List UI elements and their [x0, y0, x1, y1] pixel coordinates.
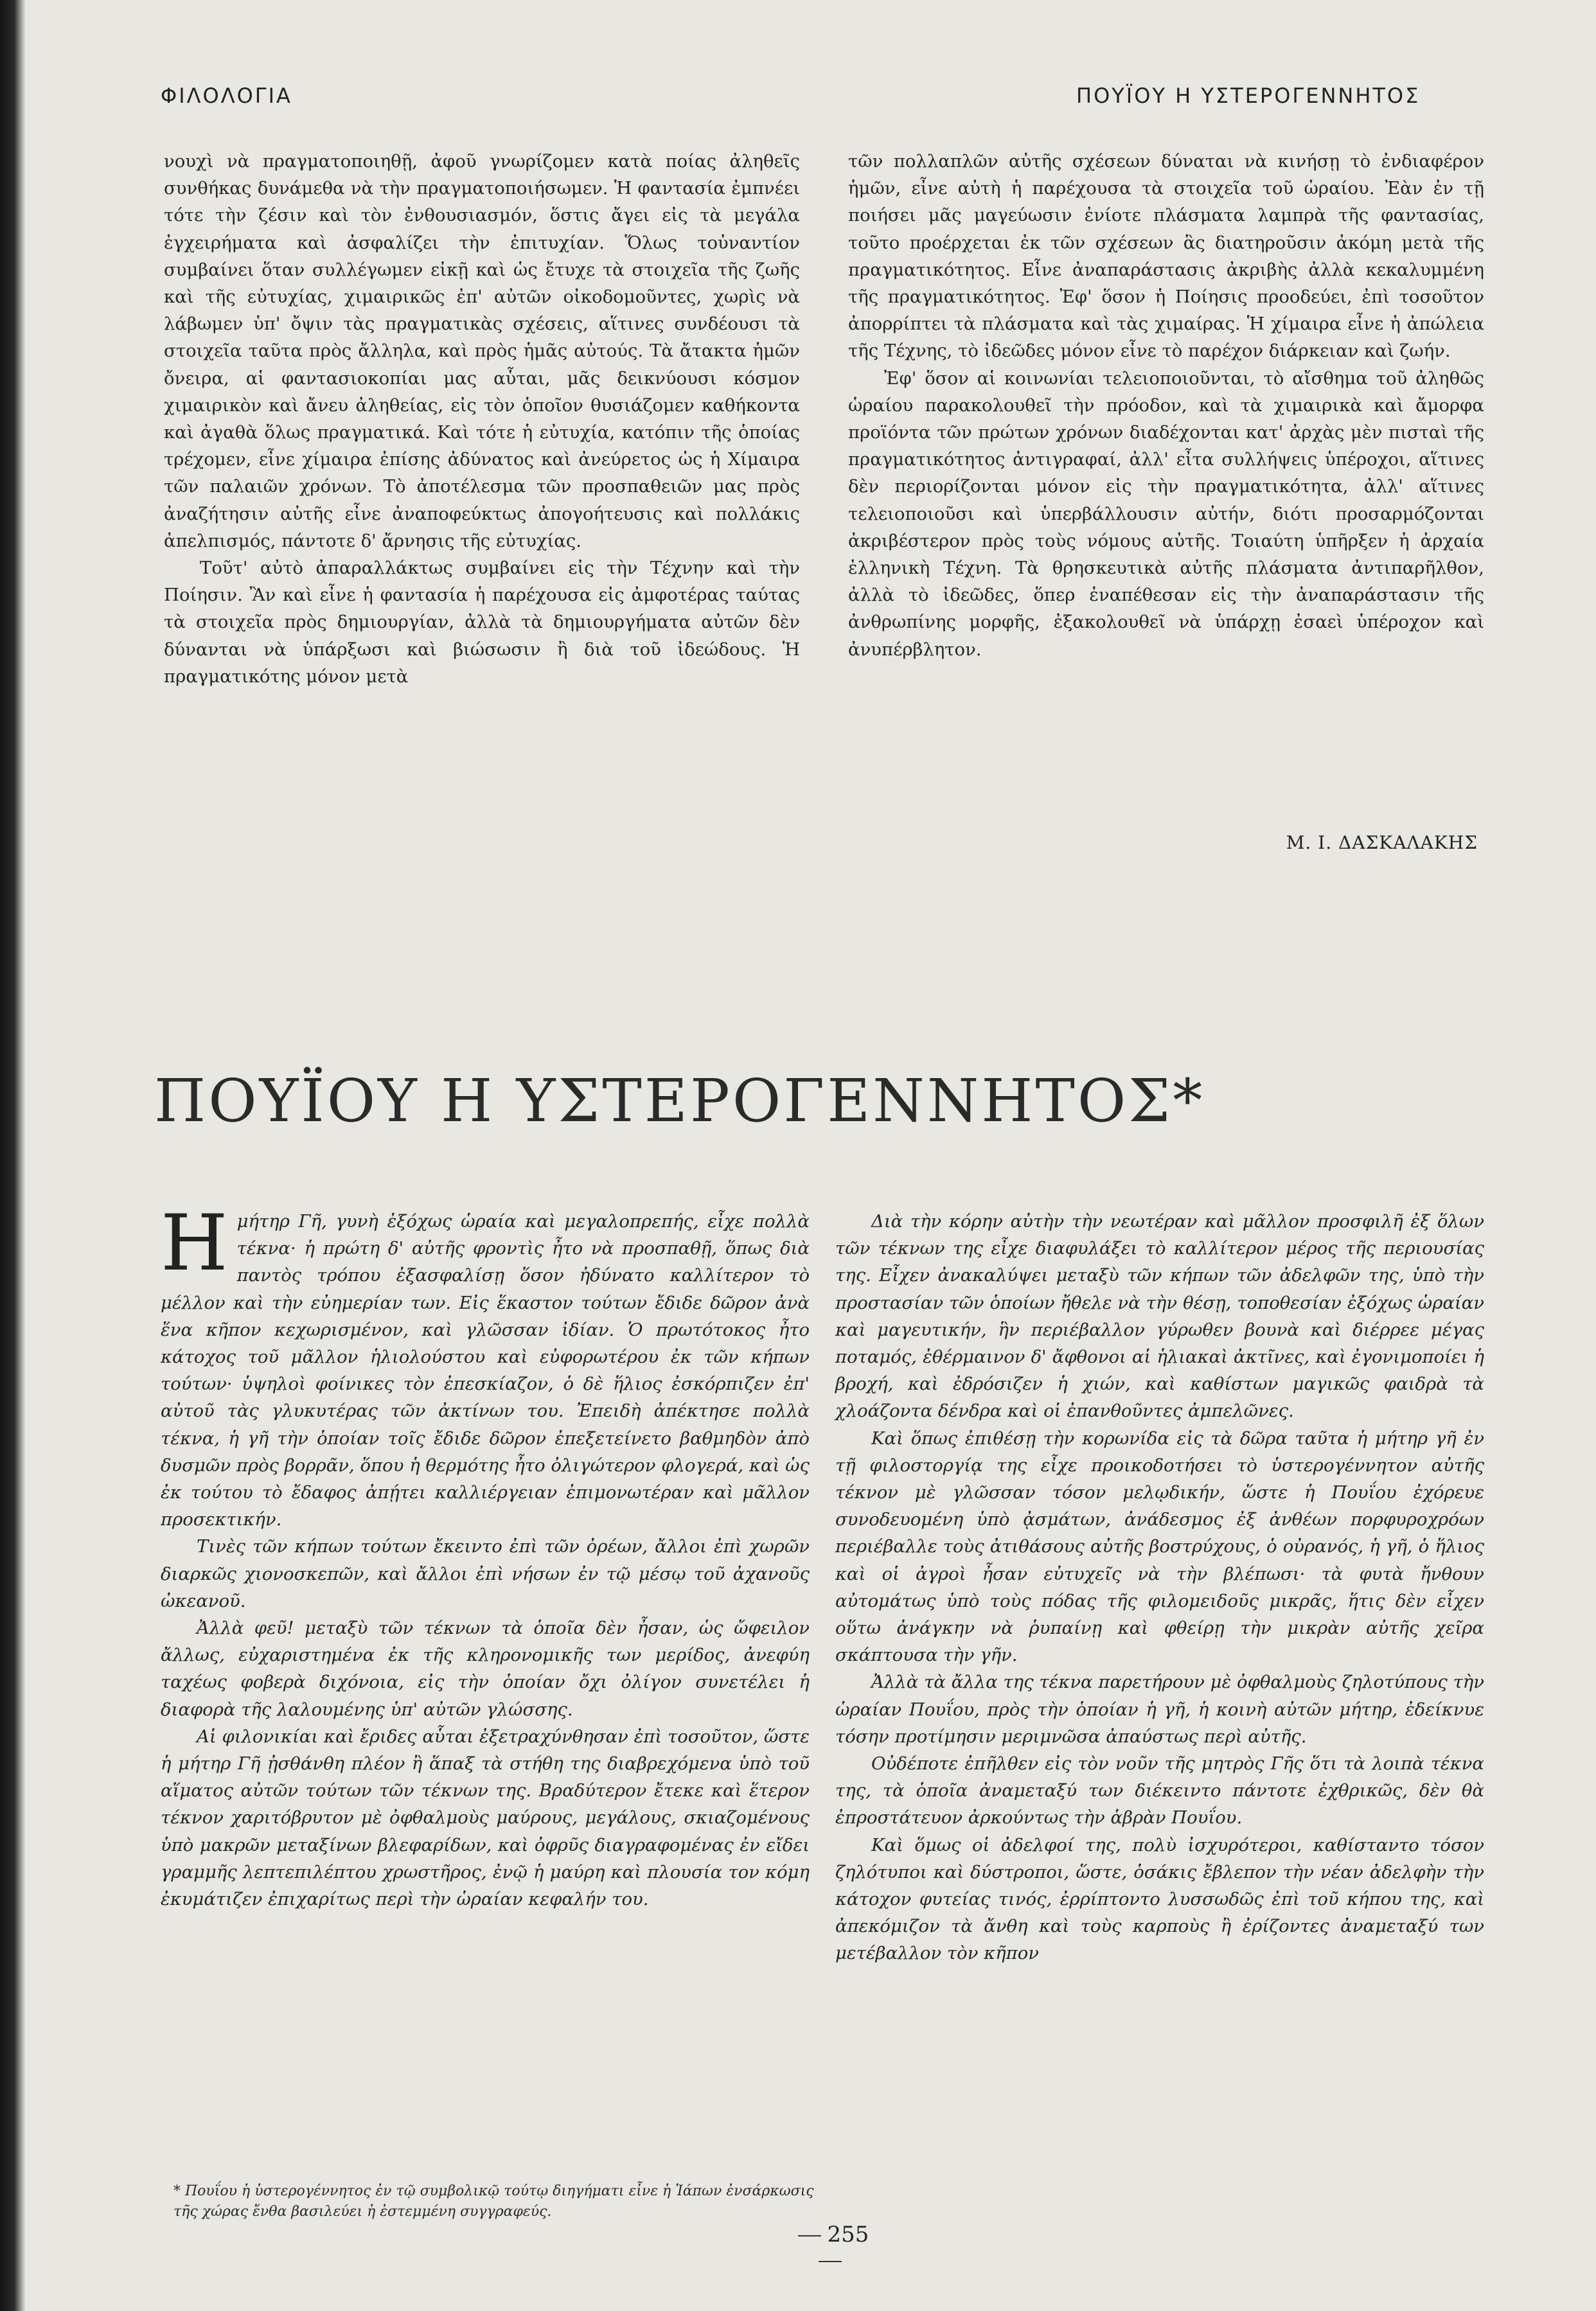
story-paragraph: Διὰ τὴν κόρην αὐτὴν τὴν νεωτέραν καὶ μᾶλλον προσφιλῆ ἐξ ὅλων τῶν τέκνων της εἶχε διαφυλάξει τὸ καλλίτερον μέρος τῆς περιουσίας της. Εἶχεν ἀνακαλύψει μεταξὺ τῶν κήπων τῶν ἀδελφῶν της, ὑπὸ τὴν προστασίαν τῶν ὁποίων ἤθελε νὰ τὴν θέσῃ, τοποθεσίαν ἐξόχως ὡραίαν καὶ μαγευτικήν, ἣν περιέβαλλον γύρωθεν βουνὰ καὶ διέρρεε μέγας ποταμός, ἐθέρμαινον δ' ἄφθονοι αἱ ἡλιακαὶ ἀκτῖνες, καὶ ἐγονιμοποίει ἡ βροχή, καὶ ἐδρόσιζεν ἡ χιών, καὶ καθίστων μαγικῶς φαιδρὰ τὰ χλοάζοντα δένδρα καὶ οἱ ἐπανθοῦντες ἀμπελῶνες. — [835, 1211, 1484, 1422]
story-paragraph: Καὶ ὅπως ἐπιθέσῃ τὴν κορωνίδα εἰς τὰ δῶρα ταῦτα ἡ μήτηρ γῆ ἐν τῇ φιλοστοργίᾳ της εἶχε προικοδοτήσει τὸ ὑστερογέννητον αὐτῆς τέκνον μὲ γλῶσσαν τόσον μελῳδικήν, ὥστε ἡ Πουΐου ἐχόρευε συνοδευομένη ὑπὸ ᾀσμάτων, ἀνάδεσμος ἐξ ἀνθέων πορφυροχρόων περιέβαλλε τοὺς ἀτιθάσους αὐτῆς βοστρύχους, ὁ οὐρανός, ἡ γῆ, ὁ ἥλιος καὶ οἱ ἀγροὶ ἦσαν εὐτυχεῖς νὰ τὴν βλέπωσι· τὰ φυτὰ ἤνθουν αὐτομάτως ὑπὸ τοὺς πόδας τῆς φιλομειδοῦς μικρᾶς, ἥτις δὲν εἶχεν οὕτω ἀνάγκην νὰ ῥυπαίνῃ καὶ φθείρῃ τὴν μικρὰν αὐτῆς χεῖρα σκάπτουσα τὴν γῆν. — [835, 1428, 1484, 1666]
story-title: ΠΟΥΪΟΥ Η ΥΣΤΕΡΟΓΕΝΝΗΤΟΣ* — [154, 1067, 1205, 1135]
story-paragraph: Τινὲς τῶν κήπων τούτων ἔκειντο ἐπὶ τῶν ὀρέων, ἄλλοι ἐπὶ χωρῶν διαρκῶς χιονοσκεπῶν, καὶ ἄλλοι ἐπὶ νήσων ἐν τῷ μέσῳ τοῦ ἀχανοῦς ὠκεανοῦ. — [161, 1536, 810, 1611]
footnote: * Πουΐου ἡ ὑστερογέννητος ἐν τῷ συμβολικῷ τούτῳ διηγήματι εἶνε ἡ Ἰάπων ἐνσάρκωσις τῆς χώρας ἔνθα βασιλεύει ἡ ἐστεμμένη συγγραφεύς. — [173, 2183, 814, 2220]
drop-cap: Η — [161, 1199, 228, 1288]
essay-left-column — [164, 148, 800, 690]
page-number — [785, 2222, 875, 2273]
essay-right-column — [848, 148, 1484, 663]
story-paragraph: Ἀλλὰ τὰ ἄλλα της τέκνα παρετήρουν μὲ ὀφθαλμοὺς ζηλοτύπους τὴν ὡραίαν Πουΐου, πρὸς τὴν ὁποίαν ἡ γῆ, ἡ κοινὴ αὐτῶν μήτηρ, ἐδείκνυε τόσην προτίμησιν μεριμνῶσα ἀπαύστως περὶ αὐτῆς. — [835, 1672, 1484, 1747]
essay-paragraph: Τοῦτ' αὐτὸ ἀπαραλλάκτως συμβαίνει εἰς τὴν Τέχνην καὶ τὴν Ποίησιν. Ἂν καὶ εἶνε ἡ φαντασία ἡ παρέχουσα εἰς ἀμφοτέρας ταύτας τὰ στοιχεῖα πρὸς δημιουργίαν, ἀλλὰ τὰ δημιουργήματα αὐτῶν δὲν δύνανται νὰ ὑπάρξωσι καὶ βιώσωσιν ἢ διὰ τοῦ ἰδεώδους. Ἡ πραγματικότης μόνον μετὰ — [164, 558, 800, 687]
story-paragraph: Αἱ φιλονικίαι καὶ ἔριδες αὗται ἐξετραχύνθησαν ἐπὶ τοσοῦτον, ὥστε ἡ μήτηρ Γῆ ᾐσθάνθη πλέον ἢ ἅπαξ τὰ στήθη της διαβρεχόμενα ὑπὸ τοῦ αἵματος αὐτῶν τούτων τῶν τέκνων της. Βραδύτερον ἔτεκε καὶ ἕτερον τέκνον χαριτόβρυτον μὲ ὀφθαλμοὺς μαύρους, μεγάλους, σκιαζομένους ὑπὸ μακρῶν μεταξίνων βλεφαρίδων, καὶ ὀφρῦς διαγραφομένας ἐν εἴδει γραμμῆς λεπτεπιλέπτου χρωστῆρος, ἐνῷ ἡ μαύρη καὶ πλουσία τον κόμη ἐκυμάτιζεν ἐπιχαρίτως περὶ τὴν ὡραίαν κεφαλήν του. — [161, 1726, 810, 1910]
story-left-column — [161, 1199, 810, 1913]
page-number-text: 255 — [827, 2222, 869, 2247]
running-head-left: ΦΙΛΟΛΟΓΙΑ — [161, 84, 292, 108]
story-paragraph: Καὶ ὅμως οἱ ἀδελφοί της, πολὺ ἰσχυρότεροι, καθίσταντο τόσον ζηλότυποι καὶ δύστροποι, ὥστε, ὁσάκις ἔβλεπον τὴν νέαν ἀδελφὴν τὴν κάτοχον φυτείας τινός, ἐρρίπτοντο λυσσωδῶς ἐπὶ τοῦ κήπου της, καὶ ἀπεκόμιζον τὰ ἄνθη καὶ τοὺς καρποὺς ἢ ἐρίζοντες ἀναμεταξύ των μετέβαλλον τὸν κῆπον — [835, 1834, 1484, 1964]
scan-binding-shadow — [0, 0, 26, 2311]
essay-paragraph: Ἐφ' ὅσον αἱ κοινωνίαι τελειοποιοῦνται, τὸ αἴσθημα τοῦ ἀληθῶς ὡραίου παρακολουθεῖ τὴν πρόοδον, καὶ τὰ χιμαιρικὰ καὶ ἄμορφα προϊόντα τῶν πρώτων χρόνων διαδέχονται κατ' ἀρχὰς μὲν πισταὶ τῆς πραγματικότητος ἀντιγραφαί, ἀλλ' εἶτα συλλήψεις ὑπέροχοι, αἵτινες δὲν περιορίζονται μόνον εἰς τὴν πραγματικότητα, ἀλλ' αἵτινες τελειοποιοῦσι καὶ ὑπερβάλλουσιν αὐτήν, διότι προσαρμόζονται ἀκριβέστερον πρὸς τοὺς νόμους αὐτῆς. Τοιαύτη ὑπῆρξεν ἡ ἀρχαία ἑλληνικὴ Τέχνη. Τὰ θρησκευτικὰ αὐτῆς πλάσματα ἀντιπαρῆλθον, ἀλλὰ τὸ ἰδεῶδες, ὅπερ ἐναπέθεσαν εἰς τὴν ἀναπαράστασιν τῆς ἀνθρωπίνης μορφῆς, ἐξακολουθεῖ νὰ ὑπάρχῃ ἐσαεὶ ὑπέροχον καὶ ἀνυπέρβλητον. — [848, 367, 1484, 660]
essay-signature: Μ. Ι. ΔΑΣΚΑΛΑΚΗΣ — [1286, 832, 1478, 853]
dash-left — [798, 2235, 821, 2236]
story-paragraph: Ἀλλὰ φεῦ! μεταξὺ τῶν τέκνων τὰ ὁποῖα δὲν ἦσαν, ὡς ὤφειλον ἄλλως, εὐχαριστημένα ἐκ τῆς κληρονομικῆς των μερίδος, ἀνεφύη ταχέως φοβερὰ διχόνοια, εἰς τὴν ὁποίαν ὄχι ὀλίγον συνετέλει ἡ διαφορὰ τῆς λαλουμένης ὑπ' αὐτῶν γλώσσης. — [161, 1618, 810, 1720]
dash-right — [819, 2261, 842, 2262]
story-paragraph: Οὐδέποτε ἐπῆλθεν εἰς τὸν νοῦν τῆς μητρὸς Γῆς ὅτι τὰ λοιπὰ τέκνα της, τὰ ὁποῖα ἀναμεταξύ των διέκειντο πάντοτε ἐχθρικῶς, δὲν θὰ ἐπροστάτευον ἀρκούντως τὴν ἁβρὰν Πουΐου. — [835, 1753, 1484, 1828]
story-right-column — [835, 1208, 1484, 1967]
story-first-paragraph-text: μήτηρ Γῆ, γυνὴ ἐξόχως ὡραία καὶ μεγαλοπρεπής, εἶχε πολλὰ τέκνα· ἡ πρώτη δ' αὐτῆς φροντὶς ἦτο νὰ προσπαθῇ, ὅπως διὰ παντὸς τρόπου ἐξασφαλίσῃ ὅσον ἠδύνατο καλλίτερον τὸ μέλλον καὶ τὴν εὐημερίαν των. Εἰς ἕκαστον τούτων ἔδιδε δῶρον ἀνὰ ἕνα κῆπον κεχωρισμένον, καὶ γλῶσσαν ἰδίαν. Ὁ πρωτότοκος ἦτο κάτοχος τοῦ μᾶλλον ἡλιολούστου καὶ εὐφορωτέρου ἐκ τῶν κήπων τούτων· ὑψηλοὶ φοίνικες τὸν ἐπεσκίαζον, ὁ δὲ ἥλιος ἐσκόρπιζεν ἐπ' αὐτοῦ τὰς γλυκυτέρας τῶν ἀκτίνων του. Ἐπειδὴ ἀπέκτησε πολλὰ τέκνα, ἡ γῆ τὴν ὁποίαν τοῖς ἔδιδε δῶρον ἐπεξετείνετο βαθμηδὸν ἀπὸ δυσμῶν πρὸς βορρᾶν, ὅπου ἡ θερμότης ἦτο ὀλιγώτερον φλογερά, καὶ ὡς ἐκ τούτου τὸ ἔδαφος ἀπῄτει καλλιέργειαν ἐπιμονωτέραν καὶ μᾶλλον προσεκτικήν. — [161, 1211, 810, 1530]
story-first-paragraph — [161, 1199, 810, 1533]
essay-paragraph: νουχὶ νὰ πραγματοποιηθῇ, ἀφοῦ γνωρίζομεν κατὰ ποίας ἀληθεῖς συνθήκας δυνάμεθα νὰ τὴν πραγματοποιήσωμεν. Ἡ φαντασία ἐμπνέει τότε τὴν ζέσιν καὶ τὸν ἐνθουσιασμόν, ὅστις ἄγει εἰς τὰ μεγάλα ἐγχειρήματα καὶ ἀσφαλίζει τὴν ἐπιτυχίαν. Ὅλως τοὐναντίον συμβαίνει ὅταν συλλέγωμεν εἰκῇ καὶ ὡς ἔτυχε τὰ στοιχεῖα τῆς ζωῆς καὶ τῆς εὐτυχίας, χιμαιρικῶς ἐπ' αὐτῶν οἰκοδομοῦντες, χωρὶς νὰ λάβωμεν ὑπ' ὄψιν τὰς πραγματικὰς σχέσεις, αἵτινες συνδέουσι τὰ στοιχεῖα ταῦτα πρὸς ἄλληλα, καὶ πρὸς ἡμᾶς αὐτούς. Τὰ ἄτακτα ἡμῶν ὄνειρα, αἱ φαντασιοκοπίαι μας αὗται, μᾶς δεικνύουσι κόσμον χιμαιρικὸν καὶ ἄνευ ἀληθείας, εἰς τὸν ὁποῖον θυσιάζομεν καθήκοντα καὶ ἀγαθὰ ὅλως πραγματικά. Καὶ τότε ἡ εὐτυχία, κατόπιν τῆς ὁποίας τρέχομεν, εἶνε χίμαιρα ἐπίσης ἀδύνατος καὶ ἀνεύρετος ὡς ἡ Χίμαιρα τῶν παλαιῶν χρόνων. Τὸ ἀποτέλεσμα τῶν προσπαθειῶν μας πρὸς ἀναζήτησιν αὐτῆς εἶνε ἀναποφεύκτως ἀπογοήτευσις καὶ πολλάκις ἀπελπισμός, πάντοτε δ' ἄρνησις τῆς εὐτυχίας. — [164, 151, 800, 551]
essay-paragraph: τῶν πολλαπλῶν αὐτῆς σχέσεων δύναται νὰ κινήσῃ τὸ ἐνδιαφέρον ἡμῶν, εἶνε αὐτὴ ἡ παρέχουσα τὰ στοιχεῖα τοῦ ὡραίου. Ἐὰν ἐν τῇ ποιήσει μᾶς μαγεύωσιν ἐνίοτε πλάσματα λαμπρὰ τῆς φαντασίας, τοῦτο προέρχεται ἐκ τῶν σχέσεων ἃς διατηροῦσιν ἀκόμη μετὰ τῆς πραγματικότητος. Εἶνε ἀναπαράστασις ἀκριβὴς ἀλλὰ κεκαλυμμένη τῆς πραγματικότητος. Ἐφ' ὅσον ἡ Ποίησις προοδεύει, ἐπὶ τοσοῦτον ἀπορρίπτει τὰ πλάσματα καὶ τὰς χιμαίρας. Ἡ χίμαιρα εἶνε ἡ ἀπώλεια τῆς Τέχνης, τὸ ἰδεῶδες μόνον εἶνε τὸ παρέχον διάρκειαν καὶ ζωήν. — [848, 151, 1484, 362]
running-head-right: ΠΟΥΪΟΥ Η ΥΣΤΕΡΟΓΕΝΝΗΤΟΣ — [1076, 84, 1421, 108]
